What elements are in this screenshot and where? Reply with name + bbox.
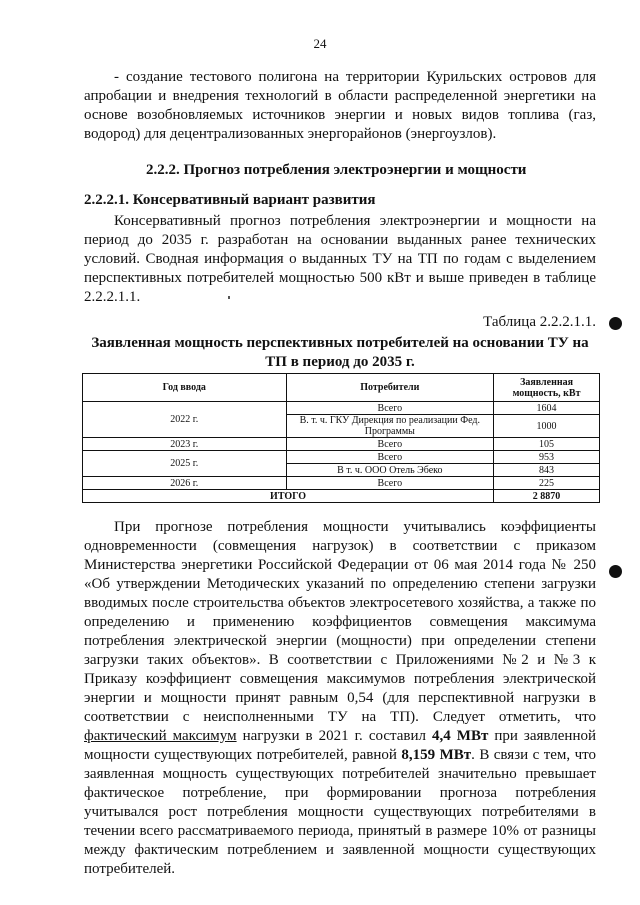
forecast-bold-1: 4,4 МВт: [432, 728, 489, 744]
forecast-paragraph: [84, 518, 596, 879]
forecast-text-1: При прогнозе потребления мощности учитывались коэффициенты одновременности (совмещения нагрузок) в соответствии с приказом Министерства энергетики Российской Федерации от 06 мая 2014 года № 250 «Об утверждении Методических указаний по определению степени загрузки вводимых после строительства объектов электросетевого хозяйства, а также по определению и применению коэффициентов совмещения максимума потребления электрической энергии (мощности) при определении степени загрузки таких объектов». В соответствии с Приложениями №2 и №3 к Приказу коэффициент совмещения максимумов потребления электрической энергии и мощности принят равным 0,54 (для перспективной нагрузки в соответствии с неисполненными ТУ на ТП). Следует отметить, что: [84, 519, 596, 725]
consumer-cell: Всего: [286, 402, 494, 415]
table-row: [83, 477, 600, 490]
header-consumers: Потребители: [286, 374, 494, 402]
table-label: Таблица 2.2.2.1.1.: [483, 314, 596, 330]
table-total-row: [83, 490, 600, 503]
table-row: [83, 438, 600, 451]
forecast-text-3: при заявленной мощности существующих потребителей, равной: [84, 728, 597, 763]
header-power: Заявленная мощность, кВт: [494, 374, 600, 402]
year-cell: 2026 г.: [83, 477, 287, 490]
forecast-underlined: фактический максимум: [84, 728, 237, 744]
power-cell: 1000: [494, 415, 600, 438]
table-header-row: [83, 374, 600, 402]
intro-paragraph: - создание тестового полигона на территории Курильских островов для апробации и внедрения технологий в области распределенной энергетики на основе возобновляемых источников энергии и новых видов топлива (газ, водород) для децентрализованных энергорайонов (энергоузлов).: [84, 69, 596, 142]
consumer-cell: В т. ч. ООО Отель Эбеко: [286, 464, 494, 477]
year-cell: 2022 г.: [83, 402, 287, 438]
year-cell: 2025 г.: [83, 451, 287, 477]
total-label: ИТОГО: [83, 490, 494, 503]
power-cell: 1604: [494, 402, 600, 415]
binder-hole: [609, 317, 622, 330]
consumer-cell: Всего: [286, 438, 494, 451]
power-cell: 843: [494, 464, 600, 477]
forecast-text-2: нагрузки в 2021 г. составил: [242, 728, 427, 744]
power-cell: 953: [494, 451, 600, 464]
year-cell: 2023 г.: [83, 438, 287, 451]
table-title: Заявленная мощность перспективных потребителей на основании ТУ на ТП в период до 2035 г.: [91, 335, 589, 370]
header-year: Год ввода: [83, 374, 287, 402]
consumer-cell: Всего: [286, 451, 494, 464]
consumer-cell: В. т. ч. ГКУ Дирекция по реализации Фед. Программы: [286, 415, 494, 438]
binder-hole: [609, 565, 622, 578]
section-heading: 2.2.2. Прогноз потребления электроэнергии и мощности: [146, 162, 527, 178]
page-number: 24: [313, 36, 327, 51]
consumer-cell: Всего: [286, 477, 494, 490]
power-cell: 105: [494, 438, 600, 451]
subsection-heading: 2.2.2.1. Консервативный вариант развития: [84, 192, 376, 208]
forecast-text-4: . В связи с тем, что заявленная мощность существующих потребителей значительно превышает фактическое потребление, при формировании прогноза потребления учитывался рост потребления мощности существующих потребителями в течении всего рассматриваемого периода, принятый в размере 10% от разницы между фактическим потреблением и заявленной мощности существующих потребителей.: [84, 747, 597, 877]
scan-mark: [228, 296, 230, 299]
power-table: [82, 373, 600, 503]
conservative-paragraph: Консервативный прогноз потребления электроэнергии и мощности на период до 2035 г. разработан на основании выданных ранее технических условий. Сводная информация о выданных ТУ на ТП по годам с выделением перспективных потребителей мощностью 500 кВт и выше приведен в таблице 2.2.2.1.1.: [84, 213, 596, 305]
table-row: [83, 402, 600, 415]
total-value: 2 8870: [494, 490, 600, 503]
forecast-bold-2: 8,159 МВт: [401, 747, 472, 763]
power-cell: 225: [494, 477, 600, 490]
table-row: [83, 451, 600, 464]
